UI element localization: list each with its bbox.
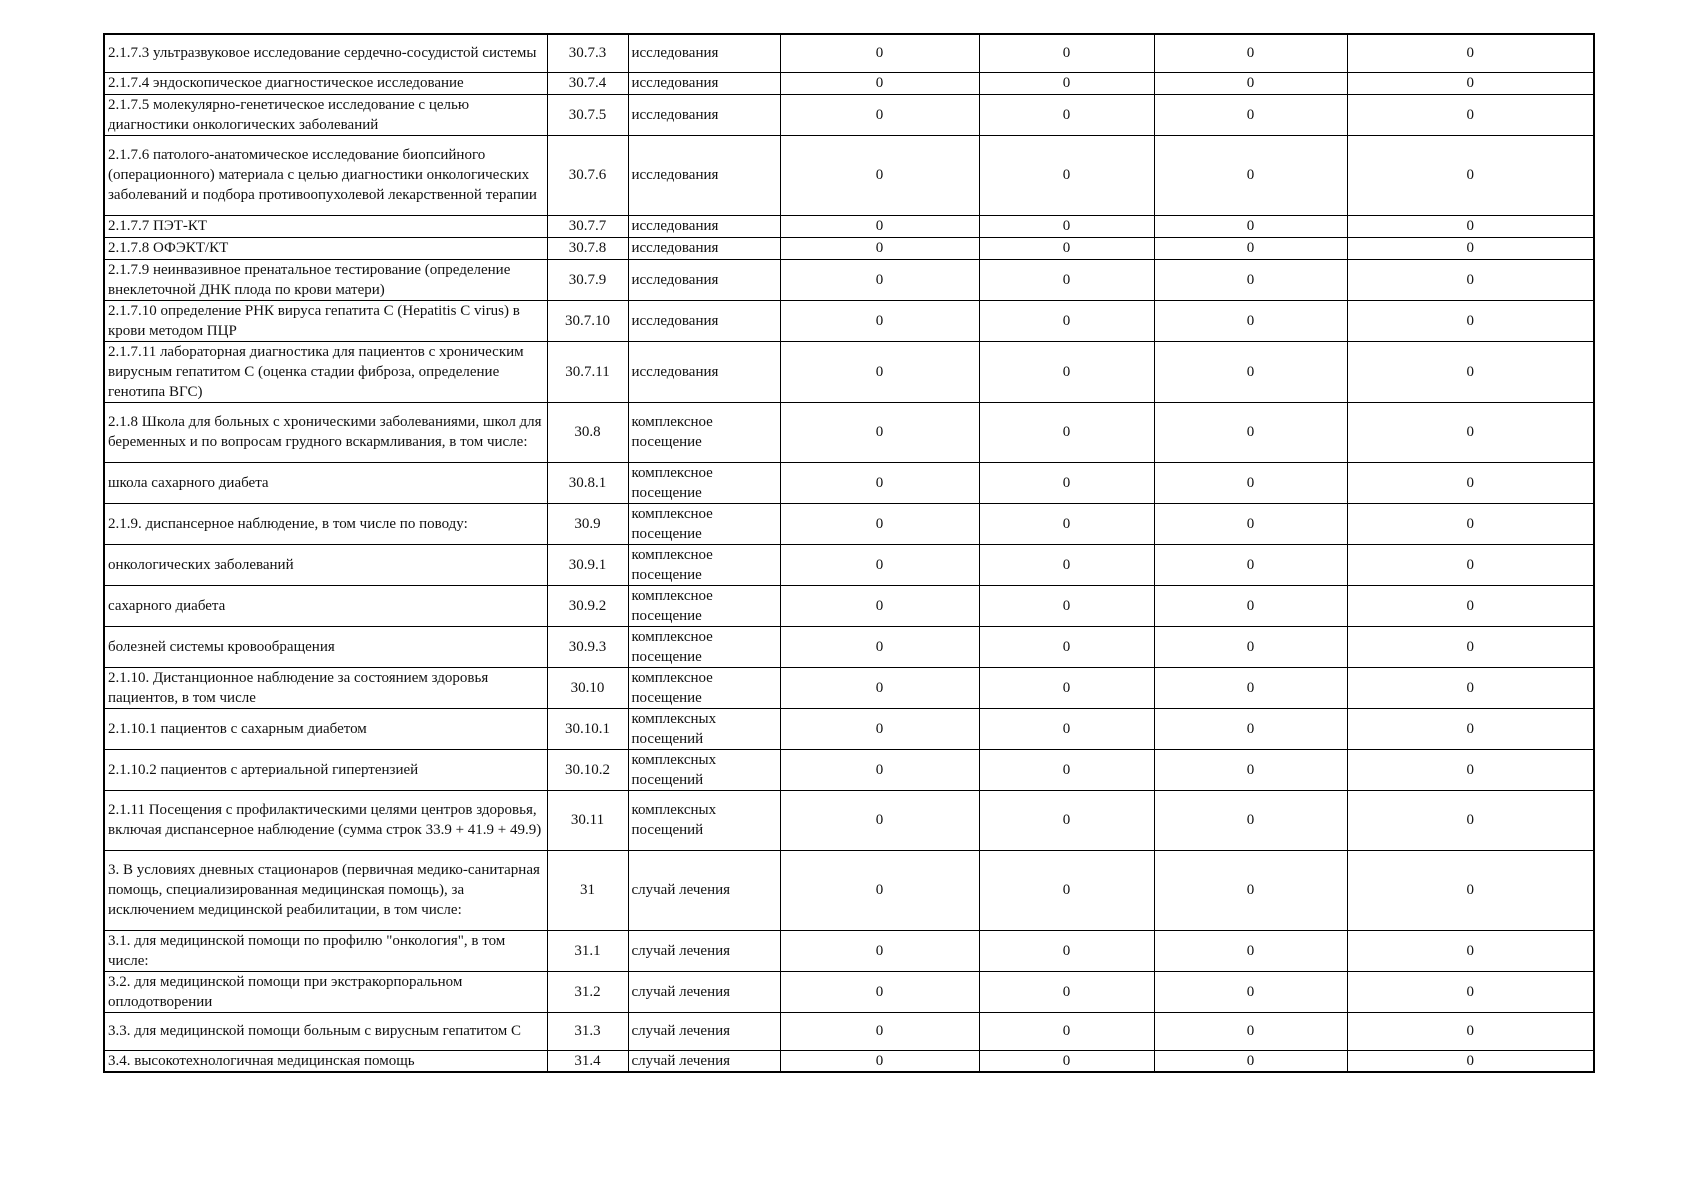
table-row [104, 1012, 1594, 1050]
row-value-cell: 0 [1154, 790, 1347, 850]
row-value-cell: 0 [1347, 749, 1594, 790]
row-unit-cell: исследования [628, 135, 780, 215]
row-value-cell: 0 [780, 94, 979, 135]
row-value-cell: 0 [979, 790, 1154, 850]
table-row [104, 626, 1594, 667]
row-code-cell: 31.4 [547, 1050, 628, 1072]
row-value-cell: 0 [979, 708, 1154, 749]
row-value-cell: 0 [780, 72, 979, 94]
row-unit-cell: случай лечения [628, 1012, 780, 1050]
row-name-cell: 2.1.7.6 патолого-анатомическое исследование биопсийного (операционного) материала с целью диагностики онкологических заболеваний и подбора противоопухолевой лекарственной терапии [104, 135, 547, 215]
row-unit-cell: исследования [628, 259, 780, 300]
row-code-cell: 31 [547, 850, 628, 930]
row-value-cell: 0 [780, 1050, 979, 1072]
table-row [104, 462, 1594, 503]
row-value-cell: 0 [780, 215, 979, 237]
row-value-cell: 0 [979, 462, 1154, 503]
row-value-cell: 0 [979, 94, 1154, 135]
row-name-cell: 2.1.8 Школа для больных с хроническими заболеваниями, школ для беременных и по вопросам грудного вскармливания, в том числе: [104, 402, 547, 462]
row-value-cell: 0 [979, 971, 1154, 1012]
row-code-cell: 30.10 [547, 667, 628, 708]
row-value-cell: 0 [979, 585, 1154, 626]
row-value-cell: 0 [780, 300, 979, 341]
table-row [104, 341, 1594, 402]
row-value-cell: 0 [1154, 462, 1347, 503]
row-unit-cell: комплексных посещений [628, 790, 780, 850]
row-value-cell: 0 [1347, 135, 1594, 215]
row-value-cell: 0 [1154, 667, 1347, 708]
row-unit-cell: комплексное посещение [628, 626, 780, 667]
row-name-cell: 3.1. для медицинской помощи по профилю "онкология", в том числе: [104, 930, 547, 971]
row-name-cell: 2.1.7.7 ПЭТ-КТ [104, 215, 547, 237]
row-unit-cell: исследования [628, 34, 780, 72]
row-value-cell: 0 [979, 300, 1154, 341]
row-unit-cell: случай лечения [628, 1050, 780, 1072]
table-row [104, 72, 1594, 94]
table-row [104, 585, 1594, 626]
row-code-cell: 30.7.8 [547, 237, 628, 259]
row-value-cell: 0 [1347, 544, 1594, 585]
row-value-cell: 0 [1154, 135, 1347, 215]
row-code-cell: 31.1 [547, 930, 628, 971]
row-value-cell: 0 [979, 626, 1154, 667]
row-code-cell: 31.3 [547, 1012, 628, 1050]
row-code-cell: 30.7.4 [547, 72, 628, 94]
row-value-cell: 0 [1154, 930, 1347, 971]
row-value-cell: 0 [780, 749, 979, 790]
row-value-cell: 0 [979, 341, 1154, 402]
row-code-cell: 30.7.7 [547, 215, 628, 237]
row-unit-cell: комплексное посещение [628, 503, 780, 544]
row-value-cell: 0 [1154, 215, 1347, 237]
row-value-cell: 0 [1347, 402, 1594, 462]
row-code-cell: 30.7.5 [547, 94, 628, 135]
row-value-cell: 0 [1154, 585, 1347, 626]
row-value-cell: 0 [1347, 341, 1594, 402]
row-value-cell: 0 [1347, 790, 1594, 850]
row-value-cell: 0 [1347, 94, 1594, 135]
row-value-cell: 0 [1154, 626, 1347, 667]
row-code-cell: 30.8 [547, 402, 628, 462]
row-unit-cell: комплексное посещение [628, 544, 780, 585]
table-row [104, 667, 1594, 708]
row-value-cell: 0 [1347, 300, 1594, 341]
row-name-cell: 2.1.7.9 неинвазивное пренатальное тестирование (определение внеклеточной ДНК плода по крови матери) [104, 259, 547, 300]
row-value-cell: 0 [1347, 237, 1594, 259]
row-name-cell: 2.1.7.4 эндоскопическое диагностическое исследование [104, 72, 547, 94]
row-name-cell: 3. В условиях дневных стационаров (первичная медико-санитарная помощь, специализированная медицинская помощь), за исключением медицинской реабилитации, в том числе: [104, 850, 547, 930]
row-code-cell: 30.11 [547, 790, 628, 850]
table-row [104, 215, 1594, 237]
row-unit-cell: исследования [628, 94, 780, 135]
row-value-cell: 0 [1347, 215, 1594, 237]
row-unit-cell: случай лечения [628, 930, 780, 971]
row-value-cell: 0 [1347, 971, 1594, 1012]
table-row [104, 708, 1594, 749]
table-row [104, 135, 1594, 215]
row-unit-cell: случай лечения [628, 850, 780, 930]
table-row [104, 1050, 1594, 1072]
row-value-cell: 0 [979, 1012, 1154, 1050]
row-value-cell: 0 [979, 503, 1154, 544]
row-value-cell: 0 [979, 34, 1154, 72]
table-row [104, 850, 1594, 930]
row-value-cell: 0 [979, 259, 1154, 300]
row-value-cell: 0 [979, 749, 1154, 790]
row-value-cell: 0 [780, 585, 979, 626]
row-value-cell: 0 [1347, 259, 1594, 300]
row-name-cell: 2.1.7.11 лабораторная диагностика для пациентов с хроническим вирусным гепатитом С (оценка стадии фиброза, определение генотипа ВГС) [104, 341, 547, 402]
row-value-cell: 0 [1347, 850, 1594, 930]
table-row [104, 34, 1594, 72]
row-value-cell: 0 [780, 34, 979, 72]
row-name-cell: 3.3. для медицинской помощи больным с вирусным гепатитом С [104, 1012, 547, 1050]
row-name-cell: 2.1.10.1 пациентов с сахарным диабетом [104, 708, 547, 749]
row-value-cell: 0 [1154, 503, 1347, 544]
row-code-cell: 30.7.11 [547, 341, 628, 402]
row-value-cell: 0 [979, 667, 1154, 708]
row-value-cell: 0 [780, 259, 979, 300]
table-row [104, 971, 1594, 1012]
row-value-cell: 0 [1154, 72, 1347, 94]
row-value-cell: 0 [1347, 72, 1594, 94]
row-code-cell: 30.7.10 [547, 300, 628, 341]
row-name-cell: сахарного диабета [104, 585, 547, 626]
row-name-cell: болезней системы кровообращения [104, 626, 547, 667]
row-code-cell: 30.10.1 [547, 708, 628, 749]
row-value-cell: 0 [1347, 1012, 1594, 1050]
row-value-cell: 0 [1347, 503, 1594, 544]
row-value-cell: 0 [780, 971, 979, 1012]
row-value-cell: 0 [780, 930, 979, 971]
row-name-cell: 2.1.10.2 пациентов с артериальной гипертензией [104, 749, 547, 790]
row-value-cell: 0 [780, 667, 979, 708]
row-code-cell: 31.2 [547, 971, 628, 1012]
row-code-cell: 30.10.2 [547, 749, 628, 790]
row-value-cell: 0 [1154, 971, 1347, 1012]
table-row [104, 259, 1594, 300]
row-code-cell: 30.9.3 [547, 626, 628, 667]
row-value-cell: 0 [1154, 34, 1347, 72]
row-name-cell: 2.1.7.3 ультразвуковое исследование сердечно-сосудистой системы [104, 34, 547, 72]
row-code-cell: 30.7.3 [547, 34, 628, 72]
row-value-cell: 0 [979, 1050, 1154, 1072]
row-name-cell: 3.2. для медицинской помощи при экстракорпоральном оплодотворении [104, 971, 547, 1012]
row-value-cell: 0 [780, 402, 979, 462]
row-value-cell: 0 [979, 402, 1154, 462]
row-code-cell: 30.9.1 [547, 544, 628, 585]
row-code-cell: 30.7.9 [547, 259, 628, 300]
table-row [104, 790, 1594, 850]
row-unit-cell: случай лечения [628, 971, 780, 1012]
row-name-cell: 2.1.7.8 ОФЭКТ/КТ [104, 237, 547, 259]
table-row [104, 237, 1594, 259]
row-value-cell: 0 [979, 930, 1154, 971]
row-code-cell: 30.7.6 [547, 135, 628, 215]
table-row [104, 544, 1594, 585]
row-unit-cell: комплексное посещение [628, 462, 780, 503]
row-value-cell: 0 [979, 544, 1154, 585]
data-table [103, 33, 1595, 1073]
row-value-cell: 0 [780, 341, 979, 402]
table-body [104, 34, 1594, 1072]
row-value-cell: 0 [979, 237, 1154, 259]
table-row [104, 402, 1594, 462]
row-unit-cell: комплексное посещение [628, 667, 780, 708]
row-name-cell: школа сахарного диабета [104, 462, 547, 503]
row-value-cell: 0 [1347, 930, 1594, 971]
row-value-cell: 0 [1154, 1050, 1347, 1072]
table-row [104, 300, 1594, 341]
row-value-cell: 0 [1347, 1050, 1594, 1072]
row-value-cell: 0 [1154, 300, 1347, 341]
row-unit-cell: исследования [628, 341, 780, 402]
row-value-cell: 0 [1154, 402, 1347, 462]
row-value-cell: 0 [780, 503, 979, 544]
row-name-cell: онкологических заболеваний [104, 544, 547, 585]
row-value-cell: 0 [1154, 94, 1347, 135]
row-unit-cell: исследования [628, 300, 780, 341]
row-value-cell: 0 [1154, 341, 1347, 402]
row-unit-cell: исследования [628, 72, 780, 94]
row-value-cell: 0 [1154, 237, 1347, 259]
row-value-cell: 0 [979, 135, 1154, 215]
row-value-cell: 0 [1154, 544, 1347, 585]
row-value-cell: 0 [780, 708, 979, 749]
row-value-cell: 0 [780, 790, 979, 850]
row-name-cell: 2.1.10. Дистанционное наблюдение за состоянием здоровья пациентов, в том числе [104, 667, 547, 708]
row-value-cell: 0 [780, 626, 979, 667]
row-unit-cell: исследования [628, 215, 780, 237]
row-value-cell: 0 [1154, 850, 1347, 930]
row-name-cell: 2.1.11 Посещения с профилактическими целями центров здоровья, включая диспансерное наблюдение (сумма строк 33.9 + 41.9 + 49.9) [104, 790, 547, 850]
row-code-cell: 30.8.1 [547, 462, 628, 503]
row-value-cell: 0 [1154, 259, 1347, 300]
row-value-cell: 0 [1154, 708, 1347, 749]
row-value-cell: 0 [1347, 708, 1594, 749]
row-value-cell: 0 [780, 544, 979, 585]
row-name-cell: 3.4. высокотехнологичная медицинская помощь [104, 1050, 547, 1072]
row-value-cell: 0 [1347, 462, 1594, 503]
row-unit-cell: комплексное посещение [628, 585, 780, 626]
row-unit-cell: исследования [628, 237, 780, 259]
row-code-cell: 30.9 [547, 503, 628, 544]
row-value-cell: 0 [780, 462, 979, 503]
row-name-cell: 2.1.7.5 молекулярно-генетическое исследование с целью диагностики онкологических заболеваний [104, 94, 547, 135]
row-name-cell: 2.1.7.10 определение РНК вируса гепатита С (Hepatitis C virus) в крови методом ПЦР [104, 300, 547, 341]
row-unit-cell: комплексных посещений [628, 749, 780, 790]
row-value-cell: 0 [780, 850, 979, 930]
row-unit-cell: комплексное посещение [628, 402, 780, 462]
row-code-cell: 30.9.2 [547, 585, 628, 626]
row-value-cell: 0 [1347, 667, 1594, 708]
row-value-cell: 0 [780, 1012, 979, 1050]
row-value-cell: 0 [979, 72, 1154, 94]
row-value-cell: 0 [1154, 1012, 1347, 1050]
row-value-cell: 0 [780, 135, 979, 215]
table-row [104, 749, 1594, 790]
row-value-cell: 0 [979, 850, 1154, 930]
row-value-cell: 0 [1347, 585, 1594, 626]
row-value-cell: 0 [1154, 749, 1347, 790]
row-name-cell: 2.1.9. диспансерное наблюдение, в том числе по поводу: [104, 503, 547, 544]
row-value-cell: 0 [780, 237, 979, 259]
row-value-cell: 0 [979, 215, 1154, 237]
table-row [104, 94, 1594, 135]
row-value-cell: 0 [1347, 34, 1594, 72]
table-row [104, 930, 1594, 971]
row-value-cell: 0 [1347, 626, 1594, 667]
table-row [104, 503, 1594, 544]
row-unit-cell: комплексных посещений [628, 708, 780, 749]
